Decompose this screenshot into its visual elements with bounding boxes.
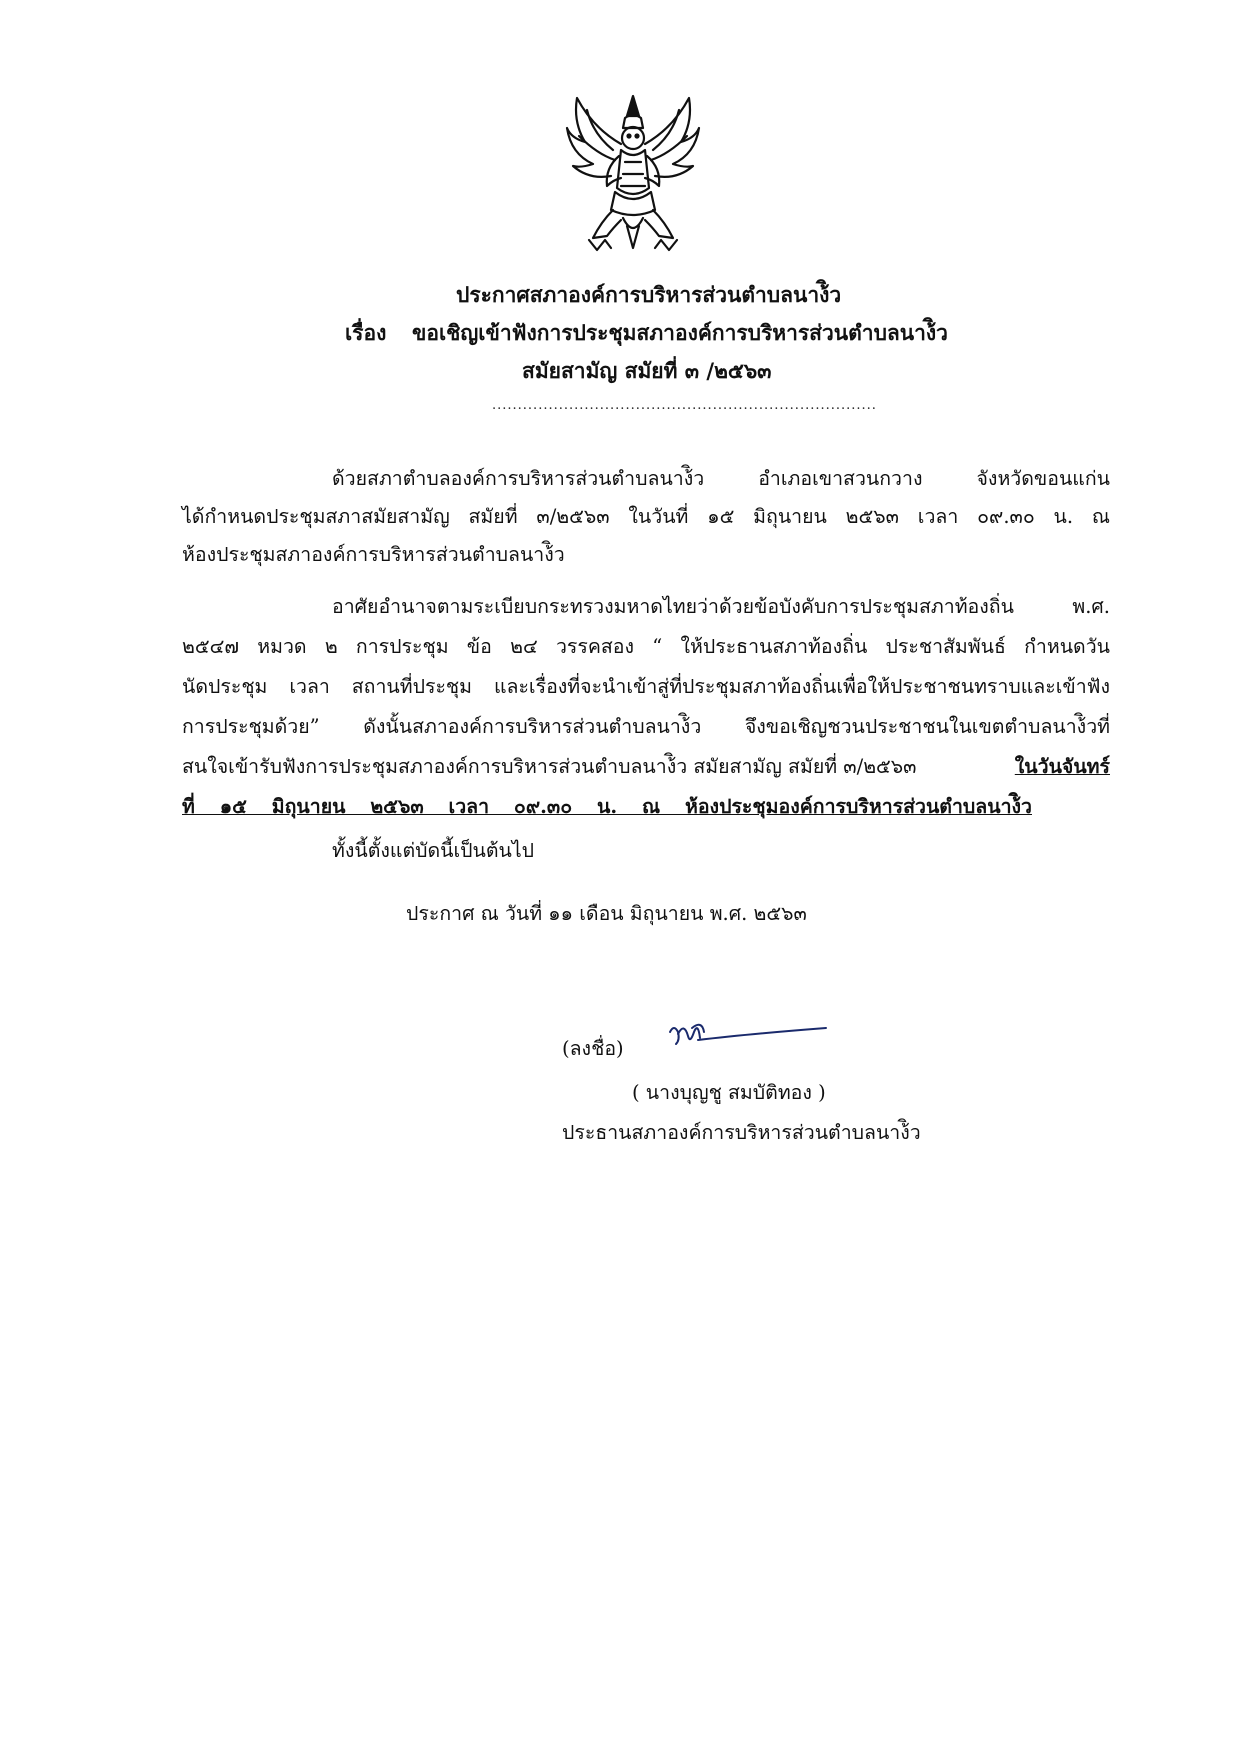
para2-line1: อาศัยอำนาจตามระเบียบกระทรวงมหาดไทยว่าด้วยข้อบังคับการประชุมสภาท้องถิ่น พ.ศ. (332, 595, 1110, 618)
para2-line2: ๒๕๔๗ หมวด ๒ การประชุม ข้อ ๒๔ วรรคสอง “ ให้ประธานสภาท้องถิ่น ประชาสัมพันธ์ กำหนดวัน (182, 635, 1110, 658)
separator-dots: ........................................................................... (492, 398, 877, 413)
signer-name: ( นางบุญชู สมบัติทอง ) (632, 1081, 826, 1104)
signer-position: ประธานสภาองค์การบริหารส่วนตำบลนาง้ิว (562, 1121, 921, 1144)
para2-line5-text: สนใจเข้ารับฟังการประชุมสภาองค์การบริหารส่วนตำบลนาง้ิว สมัยสามัญ สมัยที่ ๓/๒๕๖๓ (182, 755, 917, 778)
garuda-emblem (563, 88, 703, 258)
subject-label: เรื่อง (345, 320, 387, 345)
para2-line4: การประชุมด้วย” ดังนั้นสภาองค์การบริหารส่วนตำบลนาง้ิว จึงขอเชิญชวนประชาชนในเขตตำบลนาง้ิวที่ (182, 715, 1110, 738)
meeting-datetime-emphasis: ที่ ๑๕ มิถุนายน ๒๕๖๓ เวลา ๐๙.๓๐ น. ณ ห้องประชุมองค์การบริหารส่วนตำบลนาง้ิว (182, 795, 1032, 818)
para1-line2: ได้กำหนดประชุมสภาสมัยสามัญ สมัยที่ ๓/๒๕๖๓ ในวันที่ ๑๕ มิถุนายน ๒๕๖๓ เวลา ๐๙.๓๐ น. ณ (182, 505, 1110, 528)
para2-line3: นัดประชุม เวลา สถานที่ประชุม และเรื่องที่จะนำเข้าสู่ที่ประชุมสภาท้องถิ่นเพื่อให้ประชาชนทราบและเข้าฟัง (182, 675, 1110, 698)
announcement-title: ประกาศสภาองค์การบริหารส่วนตำบลนาง้ิว (456, 282, 842, 307)
announce-date: ประกาศ ณ วันที่ ๑๑ เดือน มิถุนายน พ.ศ. ๒๕๖๓ (406, 902, 807, 925)
handwritten-signature (668, 1018, 828, 1056)
para2-line5 (182, 748, 1110, 786)
signed-label: (ลงชื่อ) (562, 1037, 624, 1060)
subject-text: ขอเชิญเข้าฟังการประชุมสภาองค์การบริหารส่วนตำบลนาง้ิว (412, 320, 948, 345)
session-text: สมัยสามัญ สมัยที่ ๓ /๒๕๖๓ (522, 358, 772, 383)
meeting-day-emphasis: ในวันจันทร์ (1014, 755, 1110, 778)
para1-line1: ด้วยสภาตำบลองค์การบริหารส่วนตำบลนาง้ิว อำเภอเขาสวนกวาง จังหวัดขอนแก่น (332, 467, 1110, 490)
effective-statement: ทั้งนี้ตั้งแต่บัดนี้เป็นต้นไป (332, 839, 535, 862)
para1-line3: ห้องประชุมสภาองค์การบริหารส่วนตำบลนาง้ิว (182, 543, 565, 566)
